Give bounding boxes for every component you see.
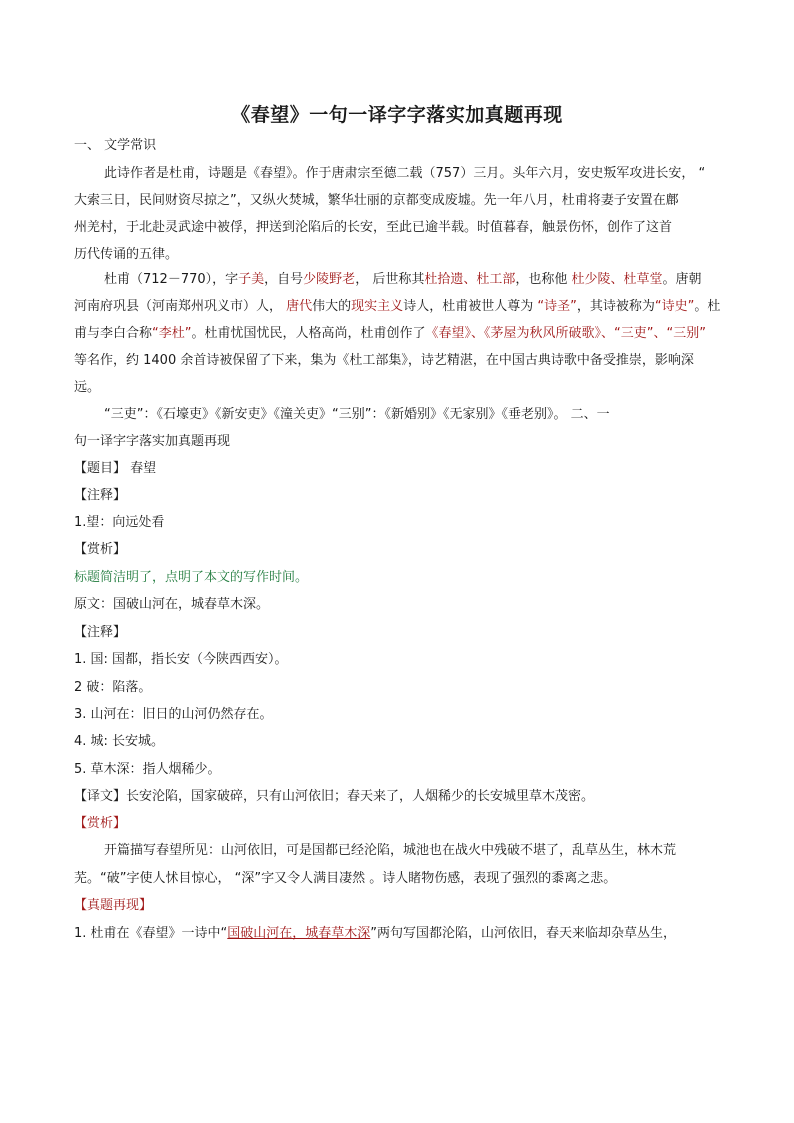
note-item: 4. 城: 长安城。	[74, 734, 165, 749]
paragraph-line: 杜甫（712－770），字子美，自号少陵野老， 后世称其杜拾遗、杜工部，也称他 杜少陵、杜草堂。唐朝	[104, 272, 702, 287]
paragraph-line: 此诗作者是杜甫，诗题是《春望》。作于唐肃宗至德二载（757）三月。头年六月，安史叛军攻进长安， “	[104, 166, 706, 181]
paragraph-line: “三吏”：《石壕吏》《新安吏》《潼关吏》“三别”：《新婚别》《无家别》《垂老别》。 二、一	[104, 407, 610, 422]
note-item: 1. 国: 国都，指长安（今陕西西安）。	[74, 652, 288, 667]
paragraph-line: 河南府巩县（河南郑州巩义市）人， 唐代伟大的现实主义诗人，杜甫被世人尊为 “诗圣”，其诗被称为“诗史”。杜	[74, 299, 721, 314]
note-item: 5. 草木深：指人烟稀少。	[74, 762, 221, 777]
paragraph-line: 甫与李白合称“李杜”。杜甫忧国忧民，人格高尚，杜甫创作了《春望》、《茅屋为秋风所破歌》、“三吏”、“三别”	[74, 326, 706, 341]
note-item: 3. 山河在：旧日的山河仍然存在。	[74, 707, 273, 722]
highlight: 杜少陵、杜草堂	[571, 272, 663, 287]
highlight: 子美	[238, 272, 265, 287]
exam-question: 1. 杜甫在《春望》一诗中“国破山河在，城春草木深”两句写国都沦陷，山河依旧，春天来临却杂草丛生，	[74, 926, 677, 941]
original-text: 原文：国破山河在，城春草木深。	[74, 597, 270, 612]
highlight: 杜拾遗、杜工部	[424, 272, 516, 287]
highlight: “诗史”	[654, 299, 695, 314]
note-item: 1.望：向远处看	[74, 515, 165, 530]
highlight: “李杜”	[152, 326, 192, 341]
highlight: 唐代	[286, 299, 313, 314]
answer-underline: 国破山河在，城春草木深	[227, 926, 371, 941]
appreciation-label: 【赏析】	[74, 816, 127, 831]
appreciation-text: 标题简洁明了，点明了本文的写作时间。	[74, 570, 309, 585]
translation-text: 【译文】长安沦陷，国家破碎，只有山河依旧；春天来了，人烟稀少的长安城里草木茂密。	[74, 789, 595, 804]
appreciation-text: 芜。“破”字使人怵目惊心， “深”字又令人满目凄然 。诗人睹物伤感，表现了强烈的黍离之悲。	[74, 871, 617, 886]
note-label: 【注释】	[74, 488, 127, 503]
exam-label: 【真题再现】	[74, 898, 153, 913]
paragraph-line: 州羌村，于北赴灵武途中被俘，押送到沦陷后的长安，至此已逾半载。时值暮春，触景伤怀，创作了这首	[74, 220, 673, 235]
highlight: 《春望》、《茅屋为秋风所破歌》、“三吏”、“三别”	[425, 326, 706, 341]
paragraph-line: 句一译字字落实加真题再现	[74, 434, 231, 449]
topic-line: 【题目】 春望	[74, 461, 157, 476]
appreciation-label: 【赏析】	[74, 542, 127, 557]
highlight: “诗圣”	[537, 299, 577, 314]
appreciation-text: 开篇描写春望所见：山河依旧，可是国都已经沦陷，城池也在战火中残破不堪了，乱草丛生，林木荒	[104, 843, 677, 858]
paragraph-line: 大索三日，民间财资尽掠之”，又纵火焚城，繁华壮丽的京都变成废墟。先一年八月，杜甫将妻子安置在鄜	[74, 193, 679, 208]
highlight: 现实主义	[351, 299, 404, 314]
paragraph-line: 远。	[74, 380, 101, 395]
note-label: 【注释】	[74, 625, 127, 640]
section-heading: 一、 文学常识	[74, 138, 157, 153]
document-title: 《春望》一句一译字字落实加真题再现	[231, 104, 563, 126]
highlight: 少陵野老	[303, 272, 356, 287]
note-item: 2 破：陷落。	[74, 680, 152, 695]
paragraph-line: 等名作，约 1400 余首诗被保留了下来，集为《杜工部集》，诗艺精湛，在中国古典诗歌中备受推崇，影响深	[74, 353, 694, 368]
paragraph-line: 历代传诵的五律。	[74, 247, 179, 262]
